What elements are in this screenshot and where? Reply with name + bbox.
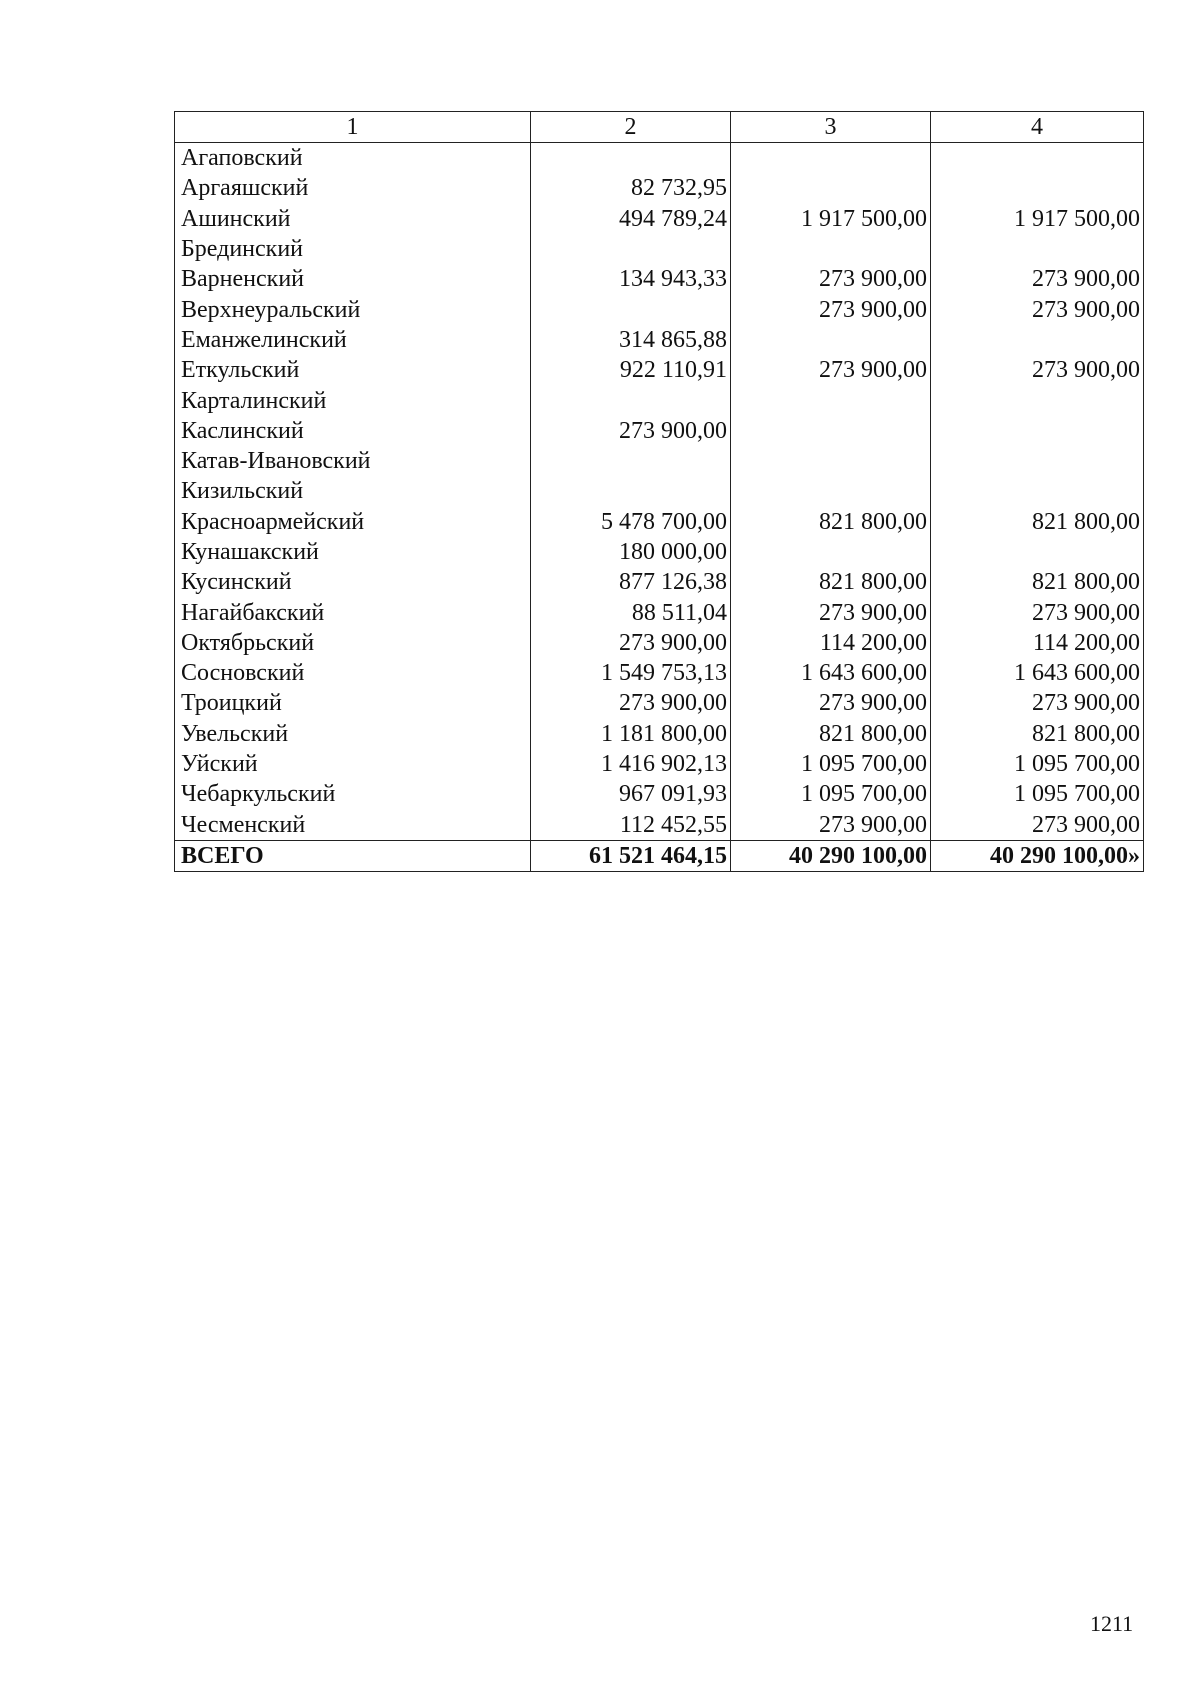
amount-cell-col2: 273 900,00 (531, 416, 731, 446)
amount-cell-col2: 273 900,00 (531, 628, 731, 658)
district-name-cell: Верхнеуральский (175, 294, 531, 324)
amount-cell-col4: 273 900,00 (931, 810, 1144, 841)
amount-cell-col4: 273 900,00 (931, 264, 1144, 294)
budget-table (174, 111, 1144, 872)
amount-cell-col3 (731, 446, 931, 476)
amount-cell-col3: 1 095 700,00 (731, 779, 931, 809)
amount-cell-col2: 1 181 800,00 (531, 719, 731, 749)
table-row (175, 173, 1144, 203)
table-body (175, 143, 1144, 841)
district-name-cell: Чесменский (175, 810, 531, 841)
amount-cell-col3: 1 643 600,00 (731, 658, 931, 688)
page-number: 1211 (1090, 1611, 1134, 1636)
table-row (175, 597, 1144, 627)
amount-cell-col4 (931, 173, 1144, 203)
table-row (175, 204, 1144, 234)
district-name-cell: Сосновский (175, 658, 531, 688)
amount-cell-col3: 821 800,00 (731, 567, 931, 597)
amount-cell-col2 (531, 446, 731, 476)
amount-cell-col2 (531, 294, 731, 324)
amount-cell-col3 (731, 385, 931, 415)
table-row (175, 779, 1144, 809)
amount-cell-col4 (931, 234, 1144, 264)
total-value-col2: 61 521 464,15 (531, 840, 731, 871)
amount-cell-col2: 314 865,88 (531, 325, 731, 355)
amount-cell-col2: 922 110,91 (531, 355, 731, 385)
amount-cell-col3: 1 917 500,00 (731, 204, 931, 234)
header-cell-3: 3 (731, 112, 931, 143)
district-name-cell: Красноармейский (175, 507, 531, 537)
table-row (175, 749, 1144, 779)
amount-cell-col2: 112 452,55 (531, 810, 731, 841)
amount-cell-col4: 1 917 500,00 (931, 204, 1144, 234)
amount-cell-col4: 273 900,00 (931, 355, 1144, 385)
header-cell-1: 1 (175, 112, 531, 143)
amount-cell-col2: 877 126,38 (531, 567, 731, 597)
amount-cell-col2 (531, 385, 731, 415)
table-row (175, 507, 1144, 537)
amount-cell-col4: 1 095 700,00 (931, 749, 1144, 779)
table-row (175, 476, 1144, 506)
table-row (175, 234, 1144, 264)
amount-cell-col3: 114 200,00 (731, 628, 931, 658)
district-name-cell: Катав-Ивановский (175, 446, 531, 476)
district-name-cell: Еткульский (175, 355, 531, 385)
total-row (175, 840, 1144, 871)
district-name-cell: Кунашакский (175, 537, 531, 567)
header-cell-2: 2 (531, 112, 731, 143)
amount-cell-col3: 273 900,00 (731, 597, 931, 627)
amount-cell-col4 (931, 385, 1144, 415)
amount-cell-col3: 273 900,00 (731, 294, 931, 324)
district-name-cell: Варненский (175, 264, 531, 294)
amount-cell-col3 (731, 416, 931, 446)
amount-cell-col2: 134 943,33 (531, 264, 731, 294)
table-row (175, 719, 1144, 749)
amount-cell-col2: 5 478 700,00 (531, 507, 731, 537)
district-name-cell: Чебаркульский (175, 779, 531, 809)
amount-cell-col2: 180 000,00 (531, 537, 731, 567)
amount-cell-col3: 821 800,00 (731, 507, 931, 537)
amount-cell-col4: 821 800,00 (931, 719, 1144, 749)
amount-cell-col2: 494 789,24 (531, 204, 731, 234)
amount-cell-col2: 88 511,04 (531, 597, 731, 627)
amount-cell-col4 (931, 416, 1144, 446)
table-row (175, 294, 1144, 324)
district-name-cell: Агаповский (175, 143, 531, 174)
table-row (175, 658, 1144, 688)
district-name-cell: Нагайбакский (175, 597, 531, 627)
total-value-col3: 40 290 100,00 (731, 840, 931, 871)
table-row (175, 416, 1144, 446)
table-row (175, 567, 1144, 597)
district-name-cell: Каслинский (175, 416, 531, 446)
district-name-cell: Кусинский (175, 567, 531, 597)
district-name-cell: Октябрьский (175, 628, 531, 658)
amount-cell-col3: 273 900,00 (731, 810, 931, 841)
amount-cell-col2: 82 732,95 (531, 173, 731, 203)
amount-cell-col4: 114 200,00 (931, 628, 1144, 658)
district-name-cell: Увельский (175, 719, 531, 749)
table-row (175, 446, 1144, 476)
district-name-cell: Карталинский (175, 385, 531, 415)
amount-cell-col3: 273 900,00 (731, 688, 931, 718)
district-name-cell: Аргаяшский (175, 173, 531, 203)
amount-cell-col3: 273 900,00 (731, 264, 931, 294)
amount-cell-col3: 273 900,00 (731, 355, 931, 385)
table-row (175, 628, 1144, 658)
amount-cell-col2: 967 091,93 (531, 779, 731, 809)
table-row (175, 385, 1144, 415)
amount-cell-col4 (931, 143, 1144, 174)
table-row (175, 143, 1144, 174)
district-name-cell: Уйский (175, 749, 531, 779)
amount-cell-col4: 1 095 700,00 (931, 779, 1144, 809)
district-name-cell: Троицкий (175, 688, 531, 718)
table-row (175, 810, 1144, 841)
amount-cell-col2: 1 416 902,13 (531, 749, 731, 779)
amount-cell-col2: 1 549 753,13 (531, 658, 731, 688)
amount-cell-col4 (931, 325, 1144, 355)
amount-cell-col3 (731, 537, 931, 567)
amount-cell-col4: 273 900,00 (931, 597, 1144, 627)
district-name-cell: Кизильский (175, 476, 531, 506)
amount-cell-col4: 821 800,00 (931, 507, 1144, 537)
amount-cell-col4 (931, 537, 1144, 567)
amount-cell-col3: 1 095 700,00 (731, 749, 931, 779)
table-row (175, 537, 1144, 567)
amount-cell-col4: 1 643 600,00 (931, 658, 1144, 688)
amount-cell-col3 (731, 476, 931, 506)
amount-cell-col3 (731, 234, 931, 264)
amount-cell-col4: 273 900,00 (931, 294, 1144, 324)
table-row (175, 325, 1144, 355)
amount-cell-col3: 821 800,00 (731, 719, 931, 749)
amount-cell-col4: 273 900,00 (931, 688, 1144, 718)
amount-cell-col4: 821 800,00 (931, 567, 1144, 597)
district-name-cell: Брединский (175, 234, 531, 264)
amount-cell-col2 (531, 143, 731, 174)
table-row (175, 688, 1144, 718)
table-row (175, 355, 1144, 385)
amount-cell-col3 (731, 143, 931, 174)
table-row (175, 264, 1144, 294)
header-cell-4: 4 (931, 112, 1144, 143)
amount-cell-col4 (931, 446, 1144, 476)
district-name-cell: Еманжелинский (175, 325, 531, 355)
total-value-col4: 40 290 100,00» (931, 840, 1144, 871)
header-row (175, 112, 1144, 143)
amount-cell-col2: 273 900,00 (531, 688, 731, 718)
total-label: ВСЕГО (175, 840, 531, 871)
district-name-cell: Ашинский (175, 204, 531, 234)
amount-cell-col2 (531, 476, 731, 506)
amount-cell-col3 (731, 173, 931, 203)
amount-cell-col4 (931, 476, 1144, 506)
amount-cell-col2 (531, 234, 731, 264)
amount-cell-col3 (731, 325, 931, 355)
